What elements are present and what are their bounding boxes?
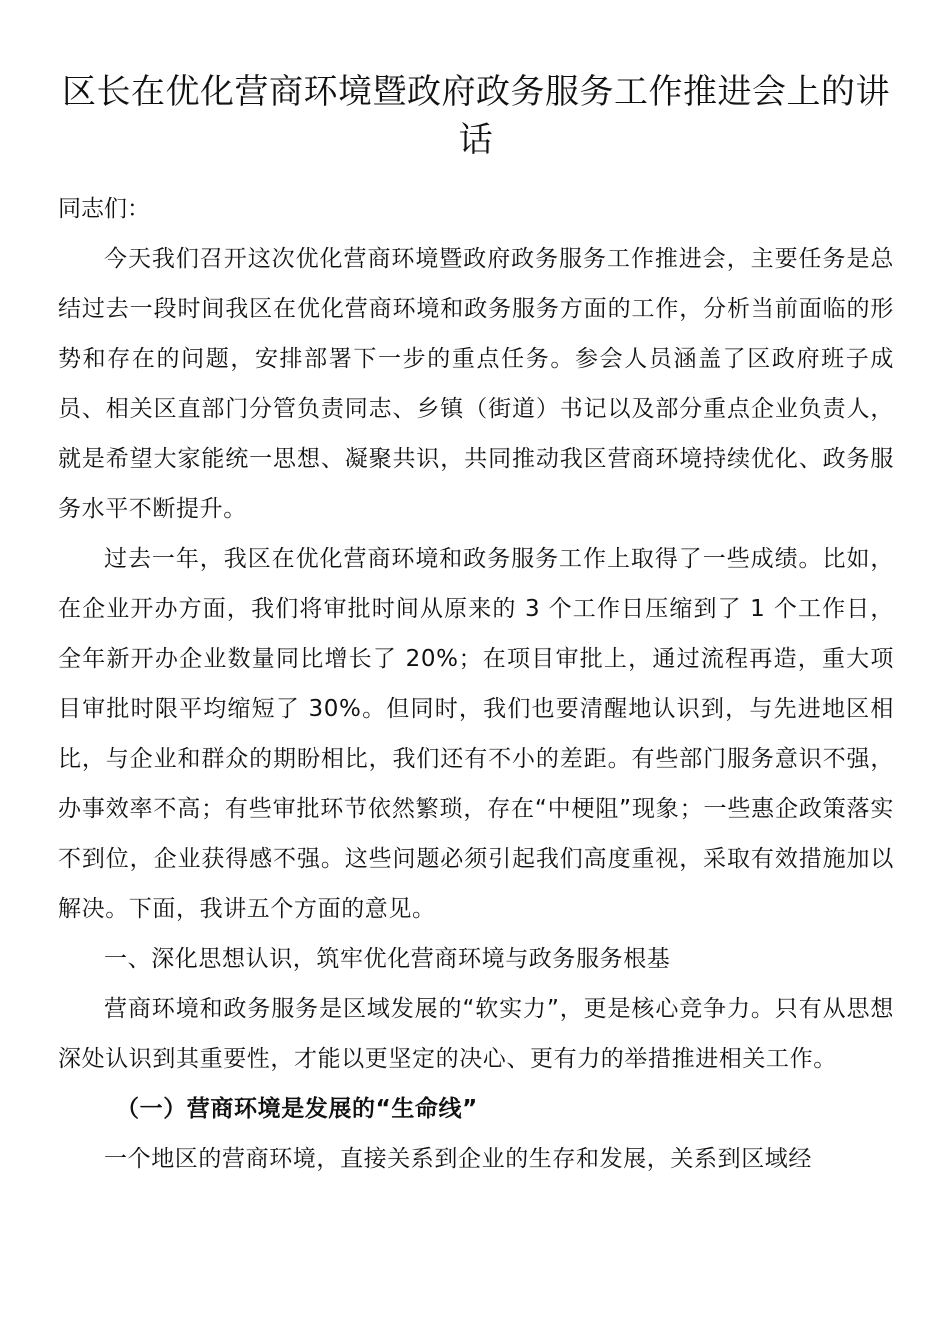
body-paragraph: 一个地区的营商环境，直接关系到企业的生存和发展，关系到区域经	[104, 1146, 812, 1172]
subsection-heading: （一）营商环境是发展的“生命线”	[116, 1096, 478, 1122]
salutation: 同志们：	[58, 196, 150, 222]
body-paragraph: 今天我们召开这次优化营商环境暨政府政务服务工作推进会，主要任务是总结过去一段时间我区在优化营商环境和政务服务方面的工作，分析当前面临的形势和存在的问题，安排部署下一步的重点任务。参会人员涵盖了区政府班子成员、相关区直部门分管负责同志、乡镇（街道）书记以及部分重点企业负责人，就是希望大家能统一思想、凝聚共识，共同推动我区营商环境持续优化、政务服务水平不断提升。	[58, 246, 894, 522]
document-page	[58, 68, 894, 1184]
body-paragraph: 过去一年，我区在优化营商环境和政务服务工作上取得了一些成绩。比如，在企业开办方面，我们将审批时间从原来的 3 个工作日压缩到了 1 个工作日，全年新开办企业数量同比增长了 20%；在项目审批上，通过流程再造，重大项目审批时限平均缩短了 30%。但同时，我们也要清醒地认识到，与先进地区相比，与企业和群众的期盼相比，我们还有不小的差距。有些部门服务意识不强，办事效率不高；有些审批环节依然繁琐，存在“中梗阻”现象；一些惠企政策落实不到位，企业获得感不强。这些问题必须引起我们高度重视，采取有效措施加以解决。下面，我讲五个方面的意见。	[58, 546, 894, 922]
section-heading: 一、深化思想认识，筑牢优化营商环境与政务服务根基	[104, 946, 671, 972]
document-title: 区长在优化营商环境暨政府政务服务工作推进会上的讲话	[62, 72, 890, 160]
body-paragraph: 营商环境和政务服务是区域发展的“软实力”，更是核心竞争力。只有从思想深处认识到其重要性，才能以更坚定的决心、更有力的举措推进相关工作。	[58, 996, 894, 1072]
